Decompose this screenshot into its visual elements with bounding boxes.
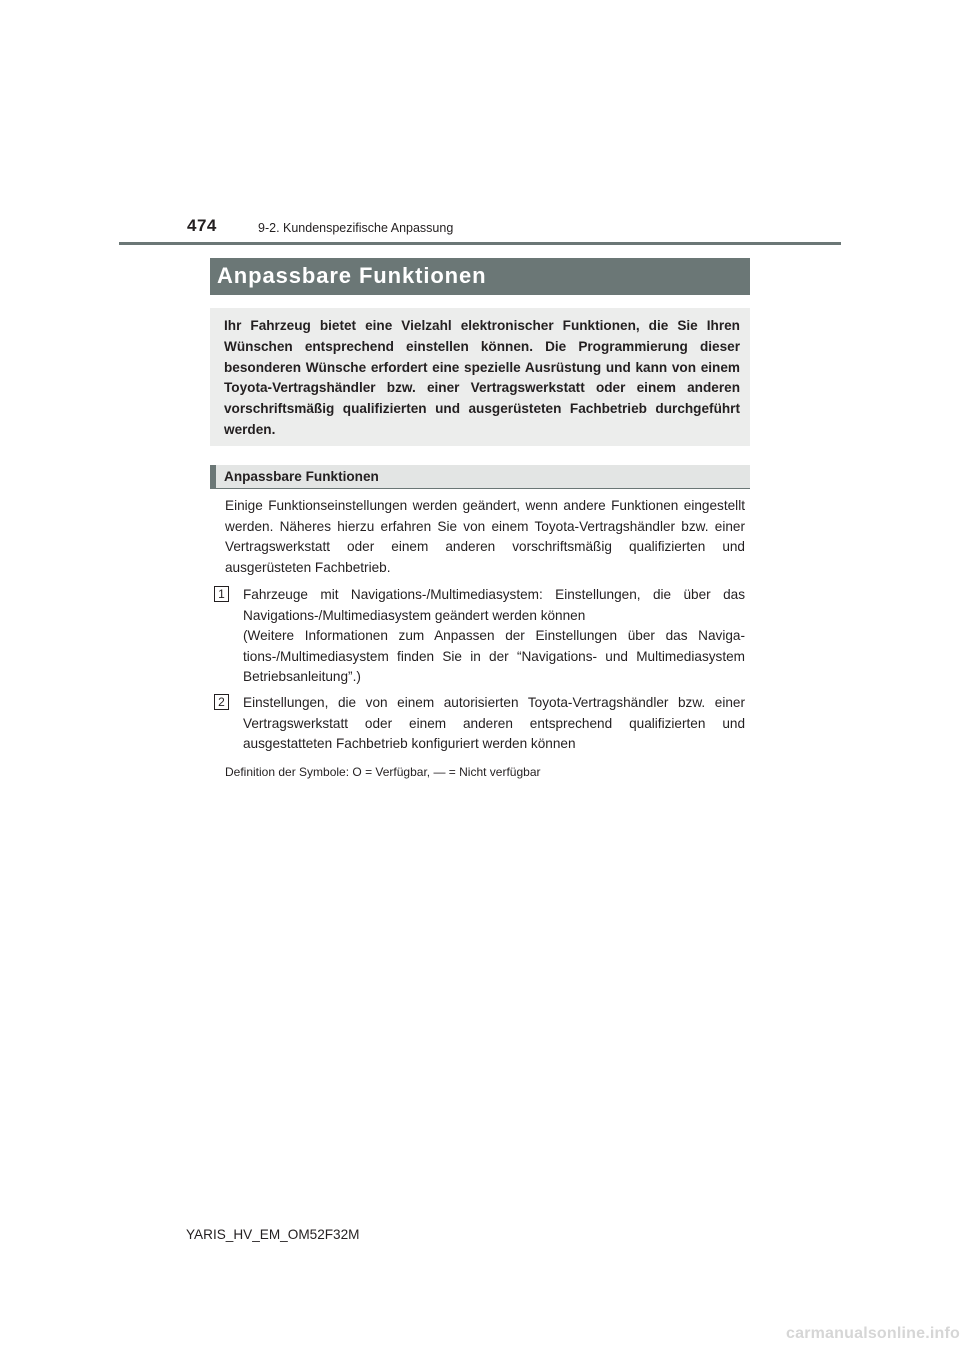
chapter-title: 9-2. Kundenspezifische Anpassung [258,221,454,235]
watermark-link[interactable]: carmanualsonline.info [786,1325,960,1342]
main-heading: Anpassbare Funktionen [210,258,750,295]
list-item-text: Fahrzeuge mit Navigations-/Multimediasystem: Einstellungen, die über das Navigations-/Multimediasystem geändert werden können [243,587,745,623]
list-item-text: Einstellungen, die von einem autorisierten Toyota-Vertragshändler bzw. einer Vertragswerkstatt oder einem anderen entsprechend qualifizierten und ausgestatteten Fachbetrieb konfiguriert werden können [243,695,745,752]
document-code: YARIS_HV_EM_OM52F32M [186,1227,360,1242]
list-item-note: (Weitere Informationen zum Anpassen der Einstellungen über das Navigations-/Multimediasystem finden Sie in der “Navigations- und Multimediasystem Betriebsanleitung”.) [243,628,745,685]
intro-box: Ihr Fahrzeug bietet eine Vielzahl elektronischer Funktionen, die Sie Ihren Wünschen entsprechend einstellen können. Die Programmierung dieser besonderen Wünsche erfordert eine spezielle Ausrüstung und kann von einem Toyota-Vertragshändler bzw. einer Vertragswerkstatt oder einem anderen vorschriftsmäßig qualifizierten und ausgerüsteten Fachbetrieb durchgeführt werden. [210,308,750,446]
symbol-definition: Definition der Symbole: O = Verfügbar, — = Nicht verfügbar [225,765,541,779]
header-rule [119,242,841,245]
section-paragraph: Einige Funktionseinstellungen werden geändert, wenn andere Funktionen eingestellt werden. Näheres hierzu erfahren Sie von einem Toyota-Vertragshändler bzw. einer Vertragswerkstatt oder einem anderen vorschriftsmäßig qualifizierten und ausgerüsteten Fachbetrieb. [225,498,745,575]
section-heading-bar [210,465,216,488]
section-heading [210,465,750,489]
list-item [214,693,745,755]
page-number: 474 [187,216,217,235]
number-badge: 1 [214,586,229,602]
list-item [214,585,745,688]
section-heading-text: Anpassbare Funktionen [224,469,379,484]
number-badge: 2 [214,694,229,710]
